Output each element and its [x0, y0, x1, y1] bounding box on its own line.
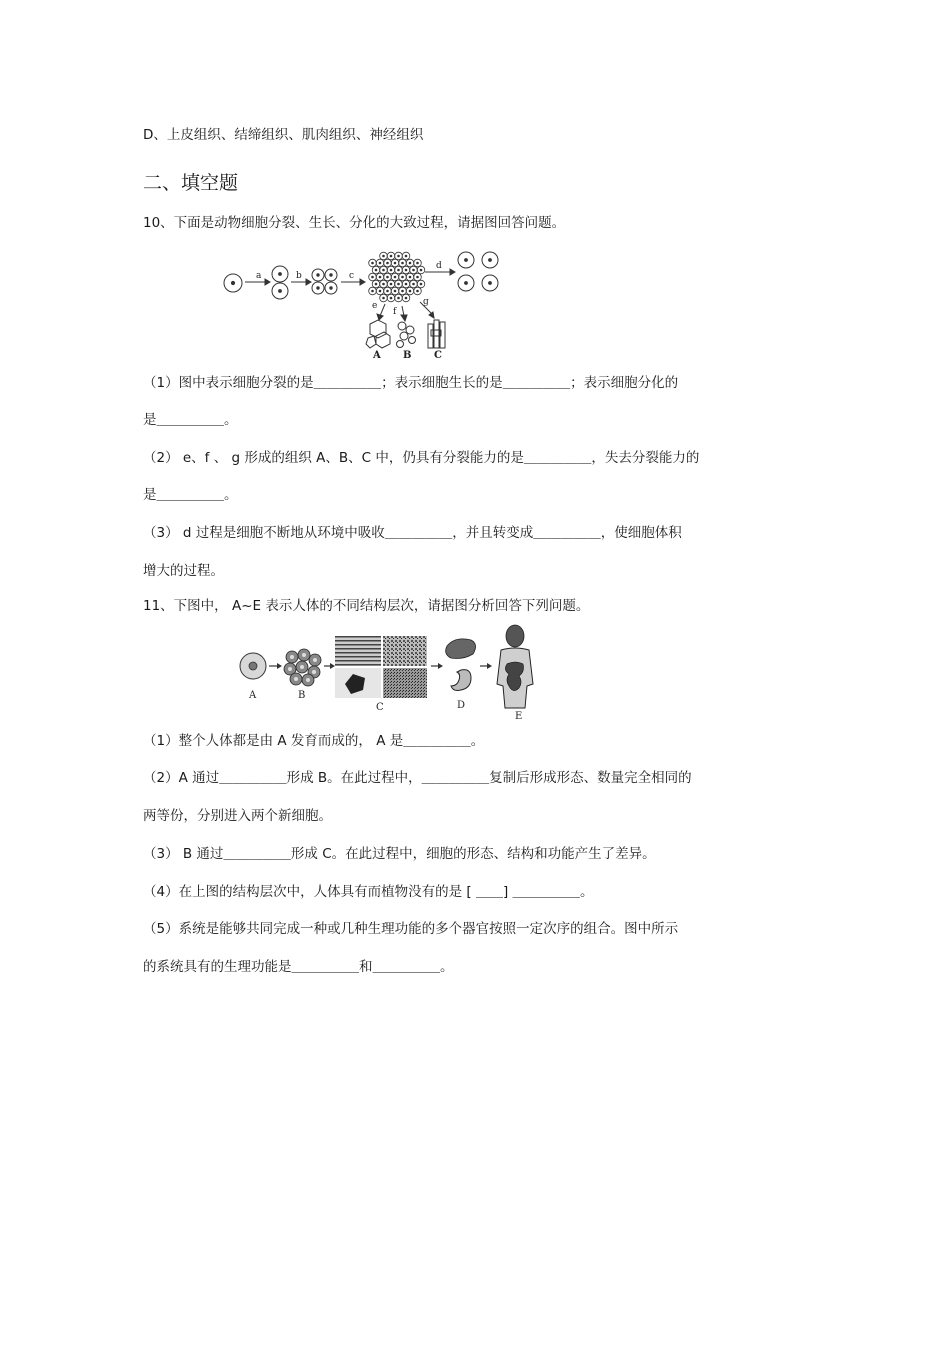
- q11-part2-line2: 两等份，分别进入两个新细胞。: [143, 808, 332, 824]
- q10-part2-line1: （2） e、f 、 g 形成的组织 A、B、C 中，仍具有分裂能力的是＿＿＿＿＿，失去分裂能力的: [143, 450, 700, 466]
- label-a: a: [256, 271, 262, 281]
- level-label-e: E: [515, 711, 523, 722]
- section-title: 二、填空题: [143, 172, 239, 194]
- level-label-a: A: [249, 690, 257, 701]
- tissue-label-a: A: [373, 350, 381, 361]
- label-f: f: [393, 307, 397, 317]
- label-b: b: [296, 271, 302, 281]
- level-label-d: D: [457, 700, 466, 711]
- q10-stem: 10、下面是动物细胞分裂、生长、分化的大致过程，请据图回答问题。: [143, 215, 566, 231]
- q10-part3-line1: （3） d 过程是细胞不断地从环境中吸收＿＿＿＿＿，并且转变成＿＿＿＿＿，使细胞体积: [143, 525, 682, 541]
- q11-part3: （3） B 通过＿＿＿＿＿形成 C。在此过程中，细胞的形态、结构和功能产生了差异。: [143, 846, 656, 862]
- q11-part1: （1）整个人体都是由 A 发育而成的， A 是＿＿＿＿＿。: [143, 733, 485, 749]
- level-label-c: C: [376, 702, 384, 713]
- q11-part5-line1: （5）系统是能够共同完成一种或几种生理功能的多个器官按照一定次序的组合。图中所示: [143, 921, 679, 937]
- q11-part5-line2: 的系统具有的生理功能是＿＿＿＿＿和＿＿＿＿＿。: [143, 959, 454, 975]
- tissue-label-b: B: [403, 350, 412, 361]
- q10-part3-line2: 增大的过程。: [143, 563, 224, 579]
- label-c: c: [349, 271, 355, 281]
- level-label-b: B: [298, 690, 306, 701]
- q11-part2-line1: （2）A 通过＿＿＿＿＿形成 B。在此过程中，＿＿＿＿＿复制后形成形态、数量完全相同的: [143, 770, 692, 786]
- tissue-label-c: C: [434, 350, 442, 361]
- q10-part2-line2: 是＿＿＿＿＿。: [143, 487, 238, 503]
- q11-stem: 11、下图中， A~E 表示人体的不同结构层次，请据图分析回答下列问题。: [143, 598, 590, 614]
- cell-process-figure: [220, 244, 505, 364]
- q11-part4: （4）在上图的结构层次中，人体具有而植物没有的是 [ ＿＿] ＿＿＿＿＿。: [143, 884, 594, 900]
- label-g: g: [423, 297, 429, 307]
- q10-part1-line2: 是＿＿＿＿＿。: [143, 412, 238, 428]
- body-levels-figure: [235, 624, 545, 724]
- label-e: e: [372, 301, 378, 311]
- label-d: d: [436, 261, 442, 271]
- q10-part1-line1: （1）图中表示细胞分裂的是＿＿＿＿＿；表示细胞生长的是＿＿＿＿＿；表示细胞分化的: [143, 375, 679, 391]
- option-d: D、上皮组织、结缔组织、肌肉组织、神经组织: [143, 127, 424, 143]
